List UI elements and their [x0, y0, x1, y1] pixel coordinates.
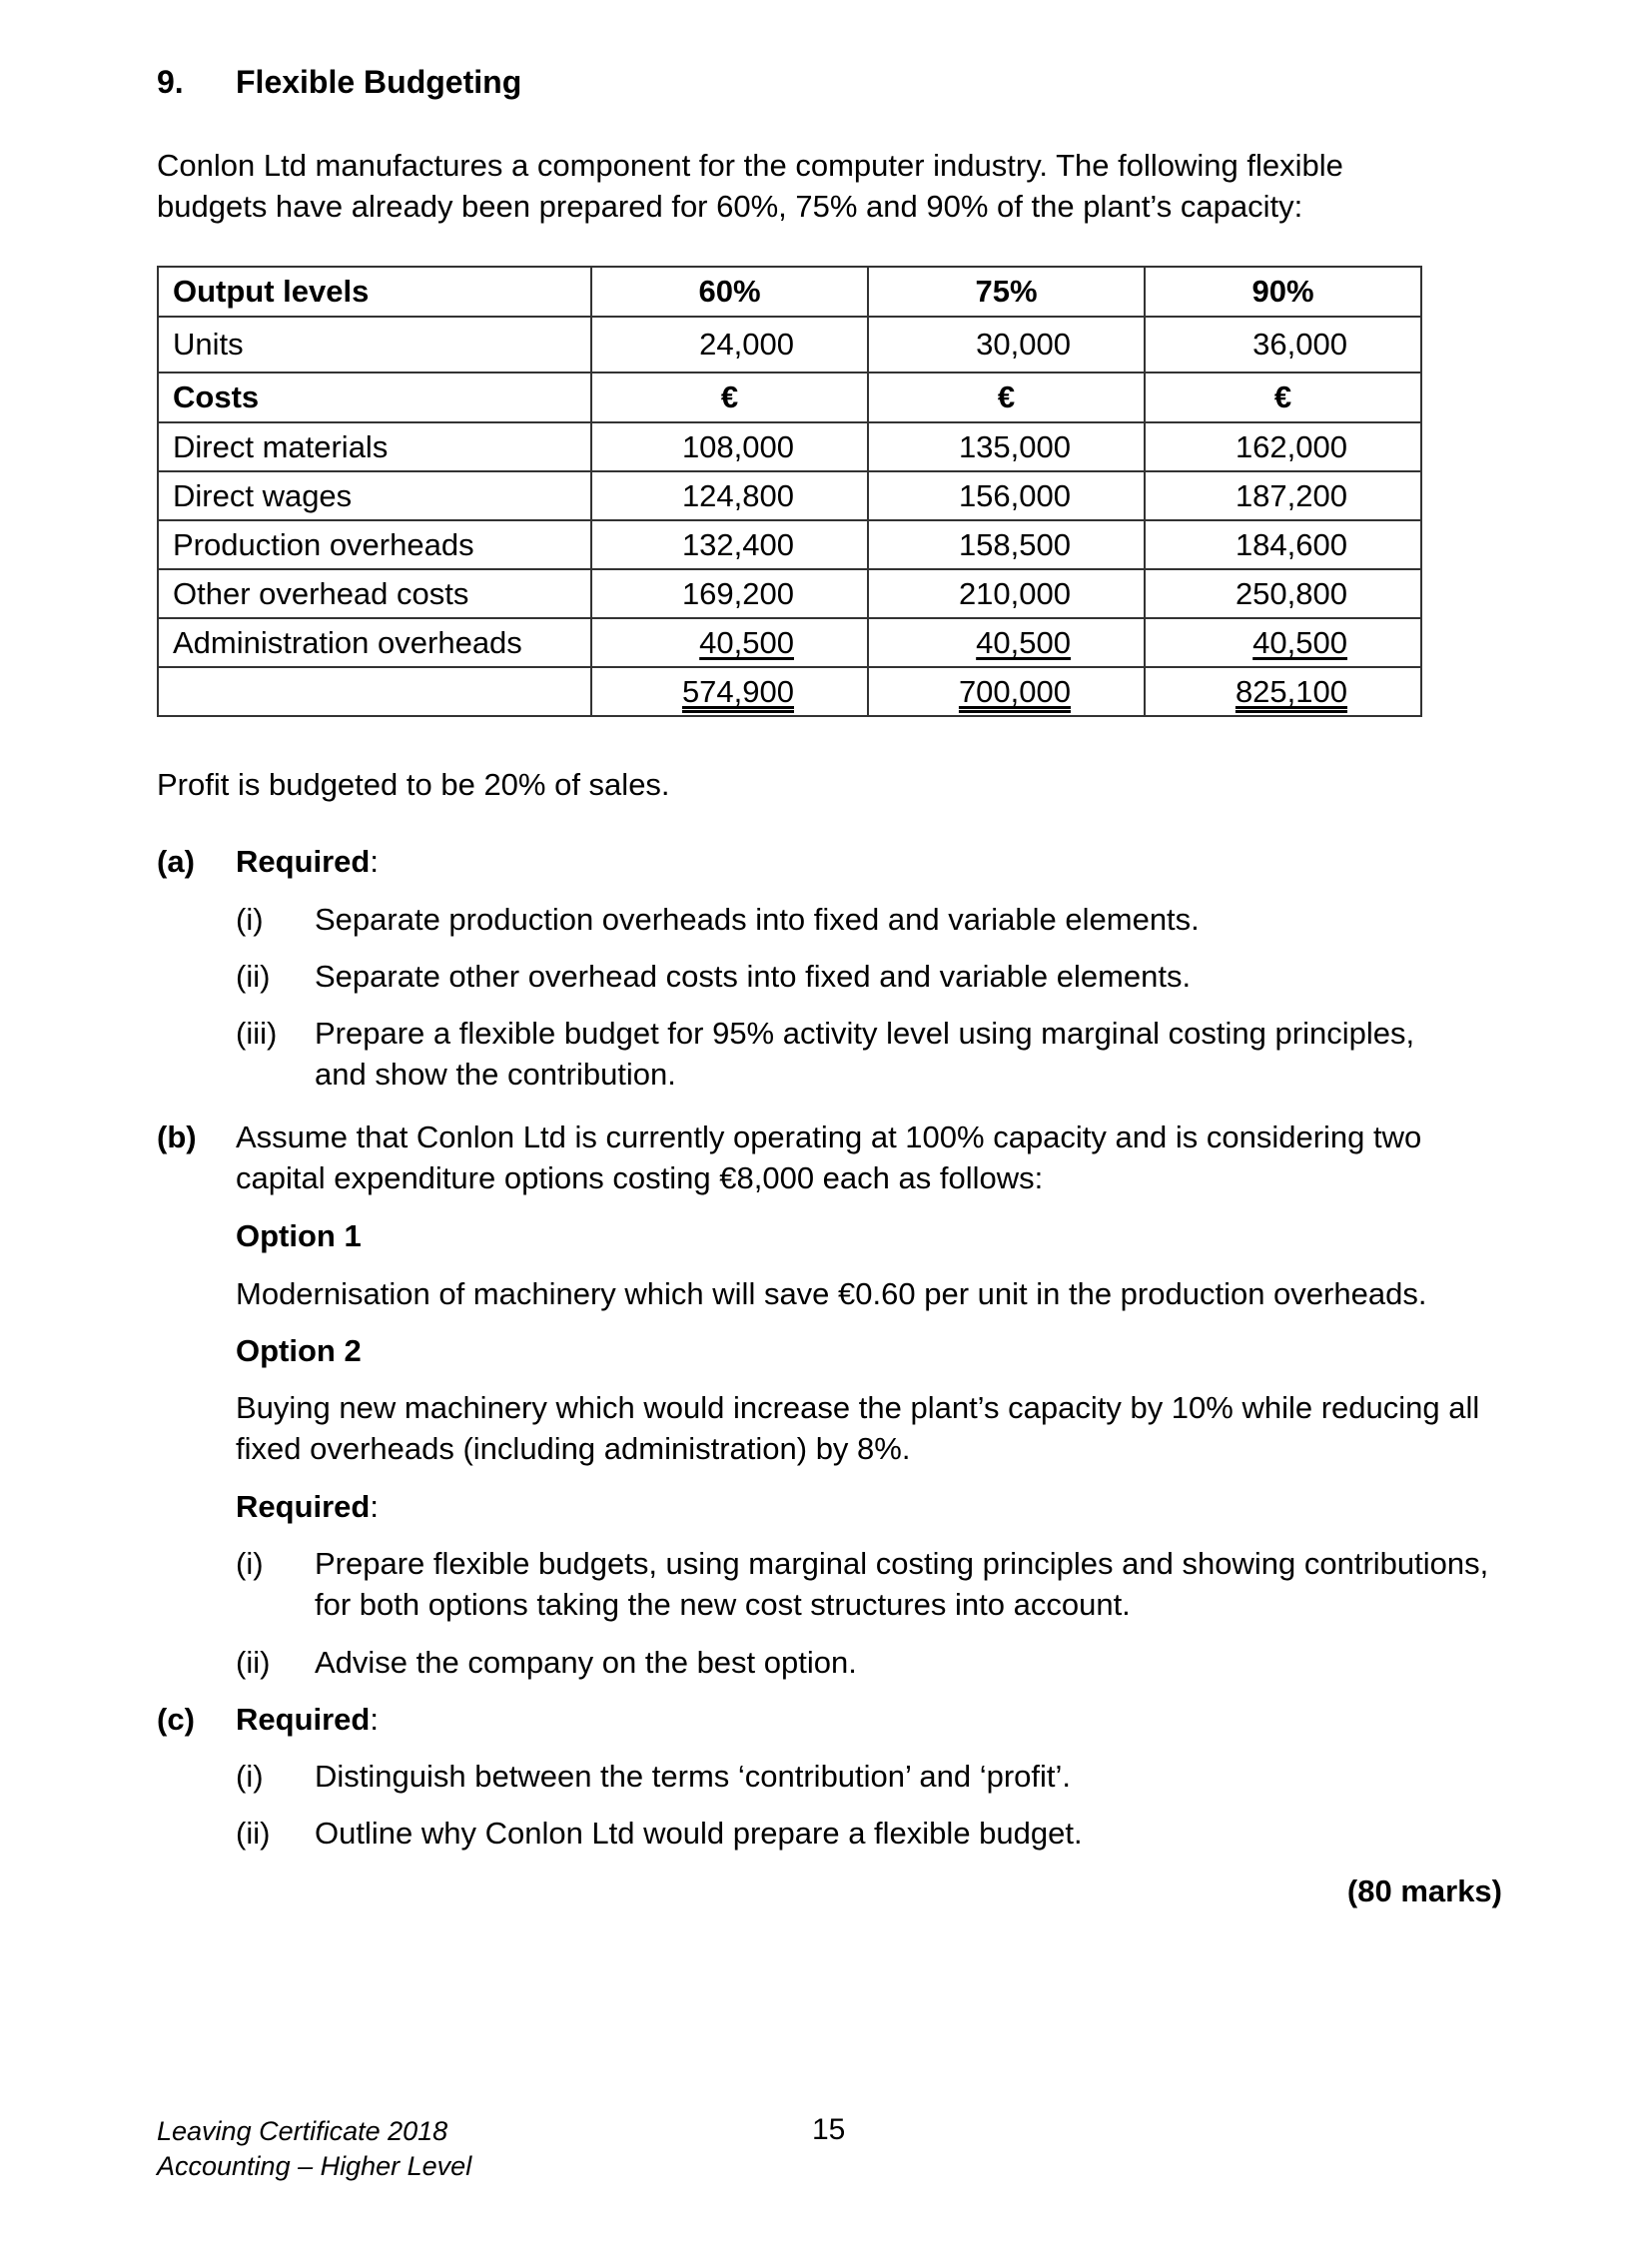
table-cell	[868, 618, 1145, 667]
units-row	[158, 317, 1421, 373]
costs-header-row	[158, 373, 1421, 422]
question-title: Flexible Budgeting	[236, 64, 522, 100]
table-cell: €	[591, 373, 868, 422]
table-cell	[868, 667, 1145, 716]
table-header-cell: 60%	[591, 267, 868, 317]
table-header-row	[158, 267, 1421, 317]
table-cell: 30,000	[868, 317, 1145, 373]
table-cell	[591, 667, 868, 716]
marks-label: (80 marks)	[1346, 1873, 1502, 1908]
question-number: 9.	[157, 64, 184, 100]
table-cell	[1145, 618, 1421, 667]
part-a-label: (a)	[157, 844, 195, 879]
part-c-label: (c)	[157, 1702, 195, 1737]
table-cell: 124,800	[591, 471, 868, 520]
table-cell: 156,000	[868, 471, 1145, 520]
required-word: Required	[236, 1489, 371, 1524]
required-word: Required	[236, 844, 371, 879]
part-a-required	[236, 841, 379, 882]
table-header-cell: 90%	[1145, 267, 1421, 317]
part-c-item-text: Outline why Conlon Ltd would prepare a flexible budget.	[315, 1816, 1083, 1851]
part-a-item-num: (iii)	[236, 1016, 278, 1051]
table-cell: Administration overheads	[158, 618, 591, 667]
part-c-item-num: (i)	[236, 1759, 264, 1794]
underlined-value: 40,500	[976, 624, 1071, 660]
part-a-item-num: (i)	[236, 902, 264, 937]
part-c-item-text: Distinguish between the terms ‘contribution’ and ‘profit’.	[315, 1759, 1072, 1794]
table-cell: Costs	[158, 373, 591, 422]
table-cell: 187,200	[1145, 471, 1421, 520]
table-cell: 24,000	[591, 317, 868, 373]
table-header-cell: Output levels	[158, 267, 591, 317]
part-a-item-num: (ii)	[236, 959, 271, 994]
option-1-title: Option 1	[236, 1218, 362, 1253]
footer-exam-line: Leaving Certificate 2018	[157, 2116, 448, 2146]
required-colon: :	[370, 844, 379, 879]
table-row	[158, 471, 1421, 520]
totals-row	[158, 667, 1421, 716]
total-value: 574,900	[681, 673, 794, 709]
part-a-item-text: Prepare a flexible budget for 95% activity level using marginal costing principles, and show the contribution.	[315, 1016, 1415, 1092]
table-cell: 169,200	[591, 569, 868, 618]
total-value: 825,100	[1235, 673, 1347, 709]
table-cell: Production overheads	[158, 520, 591, 569]
table-cell: Direct wages	[158, 471, 591, 520]
table-cell: €	[1145, 373, 1421, 422]
table-cell: 162,000	[1145, 422, 1421, 471]
part-b-label: (b)	[157, 1120, 197, 1154]
option-2-text: Buying new machinery which would increase the plant’s capacity by 10% while reducing all fixed overheads (including administration) by 8%.	[236, 1390, 1480, 1466]
table-row	[158, 422, 1421, 471]
table-row	[158, 618, 1421, 667]
required-colon: :	[370, 1489, 379, 1524]
option-1-text: Modernisation of machinery which will save €0.60 per unit in the production overheads.	[236, 1276, 1427, 1311]
table-cell: 250,800	[1145, 569, 1421, 618]
underlined-value: 40,500	[699, 624, 794, 660]
part-b-item-text: Prepare flexible budgets, using marginal costing principles and showing contributions, for both options taking the new cost structures into account.	[315, 1546, 1489, 1622]
table-row	[158, 520, 1421, 569]
table-cell: 210,000	[868, 569, 1145, 618]
table-cell: Direct materials	[158, 422, 591, 471]
footer-subject-line: Accounting – Higher Level	[157, 2151, 472, 2181]
table-cell: 158,500	[868, 520, 1145, 569]
table-cell: Other overhead costs	[158, 569, 591, 618]
table-cell: Units	[158, 317, 591, 373]
part-b-item-num: (ii)	[236, 1645, 271, 1680]
underlined-value: 40,500	[1252, 624, 1347, 660]
total-value: 700,000	[958, 673, 1071, 709]
part-c-required	[236, 1699, 379, 1740]
required-colon: :	[370, 1702, 379, 1737]
intro-paragraph: Conlon Ltd manufactures a component for the computer industry. The following flexible budgets have already been prepared for 60%, 75% and 90% of the plant’s capacity:	[157, 148, 1343, 224]
part-c-item-num: (ii)	[236, 1816, 271, 1851]
table-cell: 184,600	[1145, 520, 1421, 569]
table-cell: €	[868, 373, 1145, 422]
table-cell	[158, 667, 591, 716]
table-header-cell: 75%	[868, 267, 1145, 317]
profit-note: Profit is budgeted to be 20% of sales.	[157, 767, 670, 802]
part-b-intro: Assume that Conlon Ltd is currently operating at 100% capacity and is considering two capital expenditure options costing €8,000 each as follows:	[236, 1120, 1422, 1195]
option-2-title: Option 2	[236, 1333, 362, 1368]
table-cell: 108,000	[591, 422, 868, 471]
table-cell: 132,400	[591, 520, 868, 569]
table-cell: 135,000	[868, 422, 1145, 471]
table-cell	[591, 618, 868, 667]
required-word: Required	[236, 1702, 371, 1737]
table-cell: 36,000	[1145, 317, 1421, 373]
part-a-item-text: Separate production overheads into fixed and variable elements.	[315, 902, 1200, 937]
table-cell	[1145, 667, 1421, 716]
part-b-required	[236, 1486, 379, 1527]
table-row	[158, 569, 1421, 618]
flexible-budget-table	[157, 266, 1422, 717]
part-a-item-text: Separate other overhead costs into fixed and variable elements.	[315, 959, 1192, 994]
part-b-item-num: (i)	[236, 1546, 264, 1581]
part-b-item-text: Advise the company on the best option.	[315, 1645, 857, 1680]
page-number: 15	[812, 2113, 846, 2146]
